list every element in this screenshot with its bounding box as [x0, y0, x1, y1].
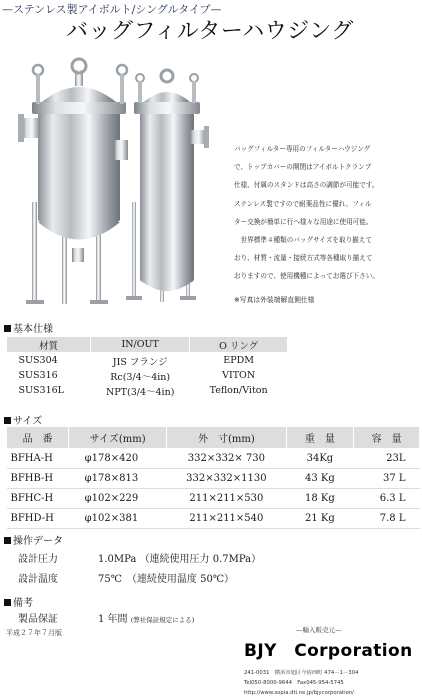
edition-date: 平成２７年７月版 [6, 629, 62, 637]
table-row [7, 469, 420, 489]
size-cell: 7.8 L [354, 509, 420, 529]
company-url[interactable]: http://www.sopia.dti.ne.jp/bjycorporation/ [244, 690, 354, 696]
bullet-square-icon [4, 537, 11, 544]
spec-header-cell: 材質 [7, 337, 91, 353]
bullet-square-icon [4, 599, 11, 606]
size-cell: 211×211×530 [167, 489, 287, 509]
page-title: バッグフィルターハウジング [66, 19, 354, 44]
size-cell: φ102×229 [69, 489, 167, 509]
size-cell: 43 Kg [286, 469, 354, 489]
size-cell: 37 L [354, 469, 420, 489]
warranty-note: (弊社保証規定による) [130, 616, 195, 624]
description-line: で、トップカバーの開閉はアイボルトクランプ [234, 163, 372, 172]
size-table [6, 426, 420, 529]
size-header-cell: 品 番 [7, 427, 69, 449]
size-heading-text: サイズ [13, 416, 43, 427]
bullet-square-icon [4, 325, 11, 332]
spec-cell: SUS316 [18, 370, 58, 381]
description-line: バッグフィルター専用のフィルターハウジング [234, 145, 371, 153]
spec-table [6, 336, 288, 398]
spec-cell: NPT(3/4～4in) [105, 386, 175, 398]
company-name: BJY Corporation [244, 641, 413, 661]
warranty-row [18, 610, 398, 626]
size-cell: 211×211×540 [167, 509, 287, 529]
bullet-square-icon [4, 417, 11, 424]
size-cell: 23L [354, 449, 420, 469]
warranty-value-group [98, 610, 194, 625]
size-cell: BFHB-H [7, 469, 69, 489]
size-header-row [7, 427, 420, 449]
spec-cell: SUS304 [18, 355, 58, 366]
spec-cell: EPDM [223, 355, 254, 366]
table-row [7, 353, 288, 369]
size-cell: φ178×420 [69, 449, 167, 469]
temperature-value: 75℃ （連続使用温度 50℃） [98, 574, 235, 585]
size-header-cell: サイズ(mm) [69, 427, 167, 449]
operation-heading-text: 操作データ [13, 536, 63, 547]
pressure-value: 1.0MPa （連続使用圧力 0.7MPa） [98, 554, 262, 565]
table-row [7, 509, 420, 529]
table-row [7, 368, 288, 383]
warranty-value: 1 年間 [98, 614, 128, 625]
company-phone: Tel050-8000-9644 Fax045-954-5745 [244, 680, 344, 686]
size-heading [4, 412, 42, 427]
company-address: 241-0031 横浜市旭区今宿西町 474－1－304 [244, 670, 359, 676]
description-line: ステンレス製ですので耐薬品性に優れ、フィル [234, 199, 372, 208]
table-row [7, 383, 288, 398]
product-photo [4, 52, 232, 310]
size-cell: BFHD-H [7, 509, 69, 529]
importer-label: —輸入販売元— [296, 626, 342, 634]
spec-cell: JIS フランジ [112, 356, 168, 368]
company-contact [244, 668, 358, 698]
spec-header-cell: IN/OUT [91, 337, 190, 353]
remarks-heading-text: 備考 [13, 598, 33, 609]
size-cell: 332×332×1130 [167, 469, 287, 489]
size-cell: 332×332× 730 [167, 449, 287, 469]
size-header-cell: 容 量 [354, 427, 420, 449]
photo-note: ※写真は外装端解直側仕様 [234, 296, 315, 304]
size-cell: φ102×381 [69, 509, 167, 529]
tagline: —ステンレス製アイボルト/シングルタイプ— [2, 3, 222, 16]
size-cell: 6.3 L [354, 489, 420, 509]
description-line: おり、材質・流量・接続方式等各種取り揃えて [234, 254, 373, 263]
size-cell: 34Kg [286, 449, 354, 469]
spec-heading-text: 基本仕様 [13, 324, 53, 335]
description-line: おりますので、使用機種によってお選び下さい。 [234, 272, 379, 281]
description-line: ター交換が簡単に行へ様々な用途に使用可能。 [234, 217, 373, 226]
temperature-label: 設計温度 [18, 574, 58, 585]
size-cell: BFHA-H [7, 449, 69, 469]
remarks-heading [4, 594, 33, 609]
size-header-cell: 重 量 [286, 427, 354, 449]
spec-cell: Teflon/Viton [209, 385, 268, 396]
description-line: 仕様、付属のスタンドは高さの調節が可能です。 [234, 181, 379, 190]
size-cell: BFHC-H [7, 489, 69, 509]
spec-header-cell: O リング [190, 337, 288, 353]
spec-cell: SUS316L [18, 385, 64, 396]
operation-heading [4, 532, 63, 547]
spec-header-row [7, 337, 288, 353]
spec-heading [4, 320, 53, 335]
table-row [7, 489, 420, 509]
size-cell: 18 Kg [286, 489, 354, 509]
size-cell: 21 Kg [286, 509, 354, 529]
description-line: 世界標準４種類のバッグサイズを取り揃えて [234, 236, 372, 245]
spec-cell: VITON [222, 370, 256, 381]
operation-data [18, 550, 398, 590]
size-header-cell: 外 寸(mm) [167, 427, 287, 449]
product-description [234, 140, 420, 286]
spec-cell: Rc(3/4～4in) [110, 371, 171, 383]
pressure-label: 設計圧力 [18, 554, 58, 565]
size-cell: φ178×813 [69, 469, 167, 489]
warranty-label: 製品保証 [18, 614, 58, 625]
table-row [7, 449, 420, 469]
